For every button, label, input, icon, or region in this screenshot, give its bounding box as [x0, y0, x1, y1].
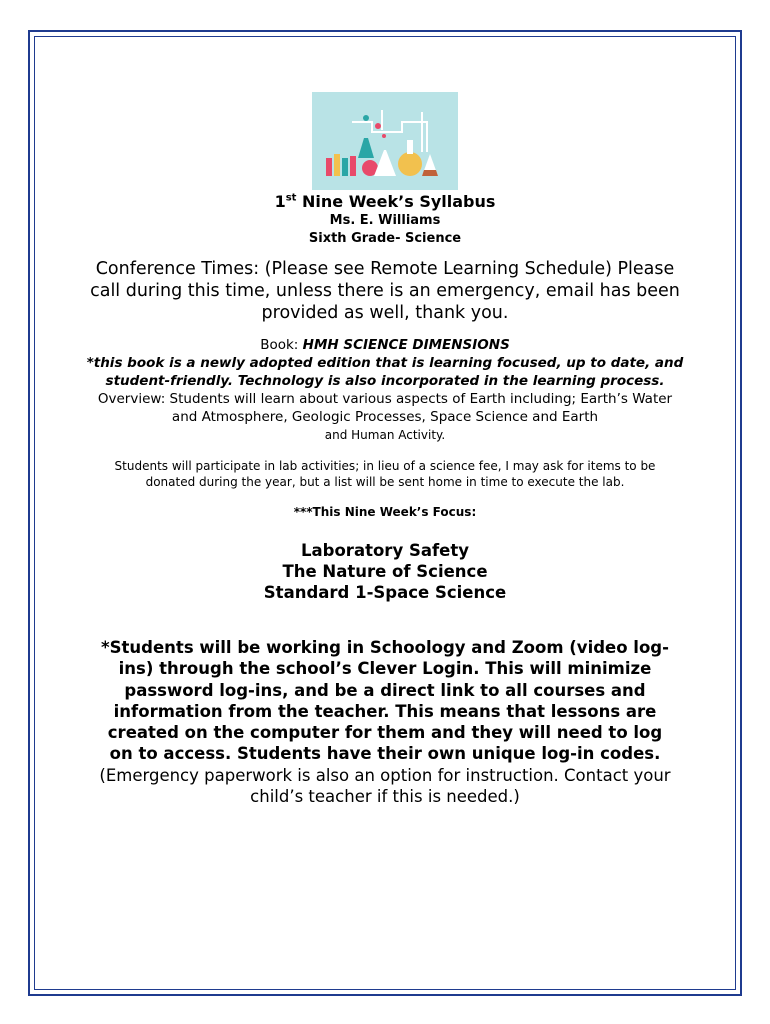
focus-topics: [34, 540, 736, 603]
book-note: *this book is a newly adopted edition that is learning focused, up to date, and student-friendly. Technology is also incorporated in the learning process.: [86, 355, 684, 389]
syllabus-content: [34, 36, 736, 807]
conference-times: Conference Times: (Please see Remote Learning Schedule) Please call during this time, unless there is an emergency, email has been provided as well, thank you.: [90, 259, 680, 323]
teacher-name: Ms. E. Williams: [329, 213, 441, 228]
science-lab-logo: [312, 92, 458, 190]
syllabus-title: 1st Nine Week’s Syllabus: [274, 192, 496, 211]
title-superscript: st: [285, 192, 297, 204]
lab-activities-note: Students will participate in lab activities; in lieu of a science fee, I may ask for items to be donated during the year, but a list will be sent home in time to execute the lab.: [114, 459, 656, 489]
course-name: Sixth Grade- Science: [308, 231, 462, 246]
topic-item: The Nature of Science: [282, 562, 488, 581]
book-line: Book: HMH SCIENCE DIMENSIONS: [260, 337, 510, 353]
online-learning-note: *Students will be working in Schoology and Zoom (video log-ins) through the school’s Clever Login. This will minimize password log-ins, and be a direct link to all courses and information from the teacher. This means that lessons are created on the computer for them and they will need to log on to access. Students have their own unique log-in codes.: [101, 638, 669, 764]
overview-text: Overview: Students will learn about various aspects of Earth including; Earth’s Water and Atmosphere, Geologic Processes, Space Science and Earth and Human Activity.: [97, 391, 673, 442]
emergency-paperwork-note: (Emergency paperwork is also an option for instruction. Contact your child’s teacher if this is needed.): [99, 765, 671, 807]
focus-heading: ***This Nine Week’s Focus:: [293, 505, 477, 519]
topic-item: Standard 1-Space Science: [263, 583, 507, 602]
book-title: HMH SCIENCE DIMENSIONS: [302, 337, 510, 353]
topic-item: Laboratory Safety: [301, 541, 469, 560]
